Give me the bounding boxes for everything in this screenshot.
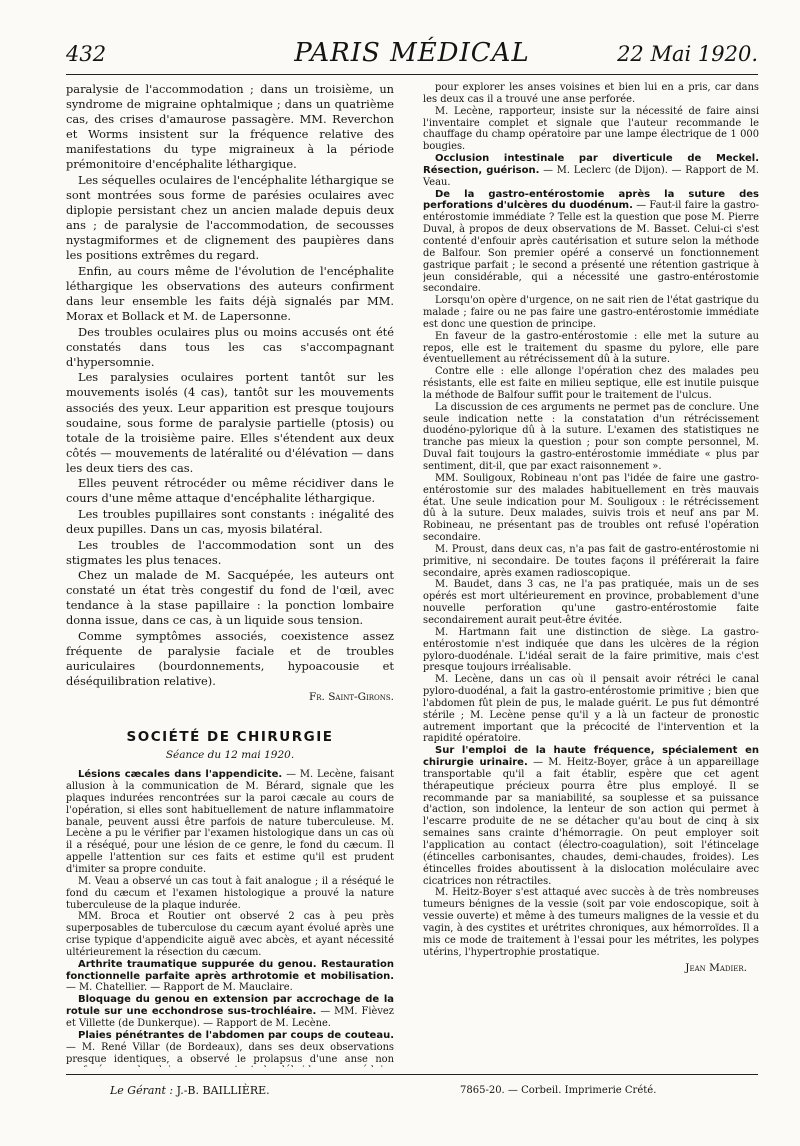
page-footer [66, 1074, 758, 1103]
report-heading: Plaies pénétrantes de l'abdomen par coups de couteau. [78, 1029, 394, 1041]
report-text: MM. Souligoux, Robineau n'ont pas l'idée de faire une gastro-entérostomie sur des malades habituellement en très mauvais état. Une seule indication pour M. Souligoux : le rétrécissement dû à la suture. Deux malades, suivis trois et neuf ans par M. Robineau, ne présentant pas de troubles ont refusé l'opération secondaire. [423, 472, 759, 544]
report-paragraph [66, 959, 394, 995]
society-report-list [423, 82, 759, 958]
report-paragraph [423, 189, 759, 296]
report-text: — M. Lecène, faisant allusion à la communication de M. Bérard, signale que les plaques indurées rencontrées sur la paroi cæcale au cours de l'opération, si elles sont habituellement de nature inflammatoire banale, peuvent aussi être parfois de nature tuberculeuse. M. Lecène a pu le vérifier par l'examen histologique dans un cas où il a réséqué, pour une lésion de ce genre, le fond du cæcum. Il appelle l'attention sur ces faits et estime qu'il est prudent d'imiter sa propre conduite. [66, 769, 394, 876]
report-paragraph [423, 153, 759, 189]
report-heading: Bloquage du genou en extension par accrochage de la rotule sur une ecchondrose sus-trochléaire. [66, 994, 394, 1018]
report-paragraph [423, 579, 759, 626]
body-paragraph: Les troubles pupillaires sont constants : inégalité des deux pupilles. Dans un cas, myosis bilatéral. [66, 506, 394, 537]
report-paragraph [66, 876, 394, 912]
report-paragraph [423, 402, 759, 473]
author-signature: Jean Madier. [685, 962, 747, 975]
body-paragraph: Comme symptômes associés, coexistence assez fréquente de paralysie faciale et de troubles auriculaires (bourdonnements, hypoacousie et déséquilibration relative). [66, 628, 394, 689]
body-paragraph: Chez un malade de M. Sacquépée, les auteurs ont constaté un état très congestif du fond de l'œil, avec tendance à la stase papillaire : la ponction lombaire donna issue, dans ce cas, à un liquide sous tension. [66, 568, 394, 628]
report-paragraph [66, 769, 394, 876]
report-paragraph [423, 887, 759, 958]
report-text: M. Proust, dans deux cas, n'a pas fait de gastro-entérostomie ni primitive, ni secondaire. De toutes façons il préférerait la faire secondaire, après examen radioscopique. [423, 543, 759, 579]
report-paragraph [66, 911, 394, 958]
report-paragraph [66, 994, 394, 1030]
body-paragraph: Enfin, au cours même de l'évolution de l'encéphalite léthargique les observations des auteurs confirment dans leur ensemble les faits déjà signalés par MM. Morax et Bollack et M. de Lapersonne. [66, 263, 394, 324]
report-text: — Faut-il faire la gastro-entérostomie immédiate ? Telle est la question que pose M. Pierre Duval, à propos de deux observations de M. Basset. Celui-ci s'est contenté d'enfouir après cautérisation et suture selon la méthode de Balfour. Son premier opéré a conservé un fonctionnement gastrique parfait ; le second a présenté une rétention gastrique à jeun considérable, qui a nécessité une gastro-entérostomie secondaire. [423, 200, 759, 295]
report-heading: Lésions cæcales dans l'appendicite. [78, 769, 283, 781]
report-heading: Arthrite traumatique suppurée du genou. Restauration fonctionnelle parfaite après arthrotomie et mobilisation. [66, 958, 394, 982]
body-paragraph: Les troubles de l'accommodation sont un des stigmates les plus tenaces. [66, 537, 394, 567]
page-header [66, 38, 758, 75]
report-paragraph [423, 331, 759, 367]
left-column [66, 82, 394, 1067]
report-heading: Sur l'emploi de la haute fréquence, spécialement en chirurgie urinaire. [423, 745, 759, 769]
report-heading: Occlusion intestinale par diverticule de Meckel. Résection, guérison. [423, 153, 759, 176]
report-text: M. Lecène, dans un cas où il pensait avoir rétréci le canal pyloro-duodénal, a fait la gastro-entérostomie primitive ; bien que l'abdomen fût plein de pus, le malade guérit. Le pus fut démontré stérile ; M. Lecène pense qu'il y a là un facteur de pronostic autrement important que la précocité de l'intervention et la rapidité opératoire. [423, 674, 759, 745]
report-paragraph [423, 627, 759, 674]
report-paragraph [423, 473, 759, 544]
report-text: — M. René Villar (de Bordeaux), dans ses deux observations presque identiques, a observé le prolapsus d'une anse non [66, 1041, 394, 1065]
body-paragraph: Les séquelles oculaires de l'encéphalite léthargique se sont montrées sous forme de parésies oculaires avec diplopie persistant chez un ancien malade depuis deux ans ; de paralysie de l'accommodation, de secousses nystagmiformes et de clignement des paupières dans les positions extrêmes du regard. [66, 172, 394, 263]
report-heading: De la gastro-entérostomie après la suture des perforations d'ulcères du duodénum. [423, 188, 759, 212]
manager-name: J.-B. BAILLIÈRE. [176, 1084, 270, 1097]
printer-line: 7865-20. — Corbeil. Imprimerie Crété. [460, 1085, 657, 1096]
report-text: M. Lecène, rapporteur, insiste sur la nécessité de faire ainsi l'inventaire complet et signale que l'auteur recommande le chauffage du champ opératoire par une lampe électrique de 1 000 bougies. [423, 105, 759, 153]
issue-date: 22 Mai 1920. [617, 42, 758, 66]
report-text: En faveur de la gastro-entérostomie : elle met la suture au repos, elle est le traitement du spasme du pylore, elle pare éventuellement au rétrécissement dû à la suture. [423, 330, 759, 366]
society-report-list [66, 769, 394, 1067]
report-text: M. Heitz-Boyer s'est attaqué avec succès à de très nombreuses tumeurs bénignes de la vessie (soit par voie endoscopique, soit à vessie ouverte) et même à des tumeurs malignes de la vessie et du vagin, à des cystites et urétrites chroniques, aux hémorroïdes. Il a mis ce mode de traitement à l'essai pour les métrites, les polypes utérins, l'hypertrophie prostatique. [423, 887, 759, 958]
report-paragraph [423, 106, 759, 153]
report-text: M. Hartmann fait une distinction de siège. La gastro-entérostomie n'est indiquée que dans les ulcères de la région pyloro-duodénale. L'idéal serait de la faire primitive, mais c'est presque toujours irréalisable. [423, 626, 759, 674]
body-paragraph: paralysie de l'accommodation ; dans un troisième, un syndrome de migraine ophtalmique ; dans un quatrième cas, des crises d'amaurose passagère. MM. Reverchon et Worms insistent sur la fréquence relative des manifestations du type migraineux à la période prémonitoire d'encéphalite léthargique. [66, 82, 394, 172]
report-paragraph [423, 295, 759, 331]
section-title: SOCIÉTÉ DE CHIRURGIE [126, 729, 334, 746]
report-text: pour explorer les anses voisines et bien lui en a pris, car dans les deux cas il a trouvé une anse perforée. [423, 82, 759, 105]
report-text: M. Veau a observé un cas tout à fait analogue ; il a réséqué le fond du cæcum et l'examen histologique a prouvé la nature tuberculeuse de la plaque indurée. [66, 875, 394, 911]
report-text: — M. Leclerc (de Dijon). — Rapport de M. Veau. [423, 164, 759, 188]
report-paragraph [423, 366, 759, 402]
body-paragraph: Des troubles oculaires plus ou moins accusés ont été constatés dans tous les cas s'accompagnant d'hypersomnie. [66, 324, 394, 369]
report-paragraph [423, 544, 759, 580]
report-text: La discussion de ces arguments ne permet pas de conclure. Une seule indication nette : la constatation d'un rétrécissement duodéno-pylorique dû à la suture. L'examen des statistiques ne tranche pas mieux la question ; pour son compte personnel, M. Duval fait toujours la gastro-entérostomie immédiate « plus par sentiment, dit-il, que par exact raisonnement ». [423, 401, 759, 472]
body-paragraph: Les paralysies oculaires portent tantôt sur les mouvements isolés (4 cas), tantôt sur les mouvements associés des yeux. Leur apparition est presque toujours soudaine, sous forme de paralysie partielle (ptosis) ou totale de la troisième paire. Elles s'étendent aux deux côtés — mouvements de latéralité ou d'élévation — dans les deux tiers des cas. [66, 370, 394, 475]
report-paragraph [423, 745, 759, 887]
body-paragraph: Elles peuvent rétrocéder ou même récidiver dans le cours d'une même attaque d'encéphalite léthargique. [66, 476, 394, 506]
report-text: — MM. Fièvez et Villette (de Dunkerque). — Rapport de M. Lecène. [66, 1006, 394, 1029]
report-text: — M. Chatellier. — Rapport de M. Mauclaire. [66, 982, 293, 994]
session-date: Séance du 12 mai 1920. [165, 749, 295, 762]
manager-label: Le Gérant : [110, 1084, 174, 1097]
page-number: 432 [66, 42, 107, 66]
journal-title: PARIS MÉDICAL [294, 38, 530, 68]
report-paragraph [423, 82, 759, 106]
author-signature: Fr. Saint-Girons. [308, 691, 394, 704]
report-paragraph [423, 674, 759, 745]
publisher-line [110, 1084, 270, 1097]
report-text: MM. Broca et Routier ont observé 2 cas à peu près superposables de tuberculose du cæcum ayant évolué après une crise typique d'appendicite aiguë avec abcès, et ayant nécessité ultérieurement la résection du cæcum. [66, 911, 394, 958]
right-column [423, 82, 759, 1067]
report-text: — M. Heitz-Boyer, grâce à un appareillage transportable qu'il a fait établir, espère que cet agent thérapeutique précieux pourra être plus employé. Il se recommande par sa maniabilité, sa souplesse et sa puissance d'action, son indolence, la lenteur de son action qui permet à l'escarre produite de ne se détacher qu'au bout de cinq à six semaines sans crainte d'hémorragie. On peut employer soit l'application au contact (électro-coagulation), soit l'étincelage (étincelles carbonisantes, chaudes, demi-chaudes, froides). Les étincelles froides aboutissent à la dislocation moléculaire avec cicatrices non rétractiles. [423, 757, 759, 887]
report-text: Contre elle : elle allonge l'opération chez des malades peu résistants, elle est faite en milieu septique, elle est inutile puisque la méthode de Balfour suffit pour le traitement de l'ulcus. [423, 366, 759, 401]
report-text: Lorsqu'on opère d'urgence, on ne sait rien de l'état gastrique du malade ; faire ou ne pas faire une gastro-entérostomie immédiate est donc une question de principe. [423, 295, 759, 330]
report-text: M. Baudet, dans 3 cas, ne l'a pas pratiquée, mais un de ses opérés est mort ultérieurement en province, probablement d'une nouvelle perforation qu'une gastro-entérostomie faite secondairement aurait peut-être évitée. [423, 579, 759, 626]
report-paragraph [66, 1030, 394, 1067]
